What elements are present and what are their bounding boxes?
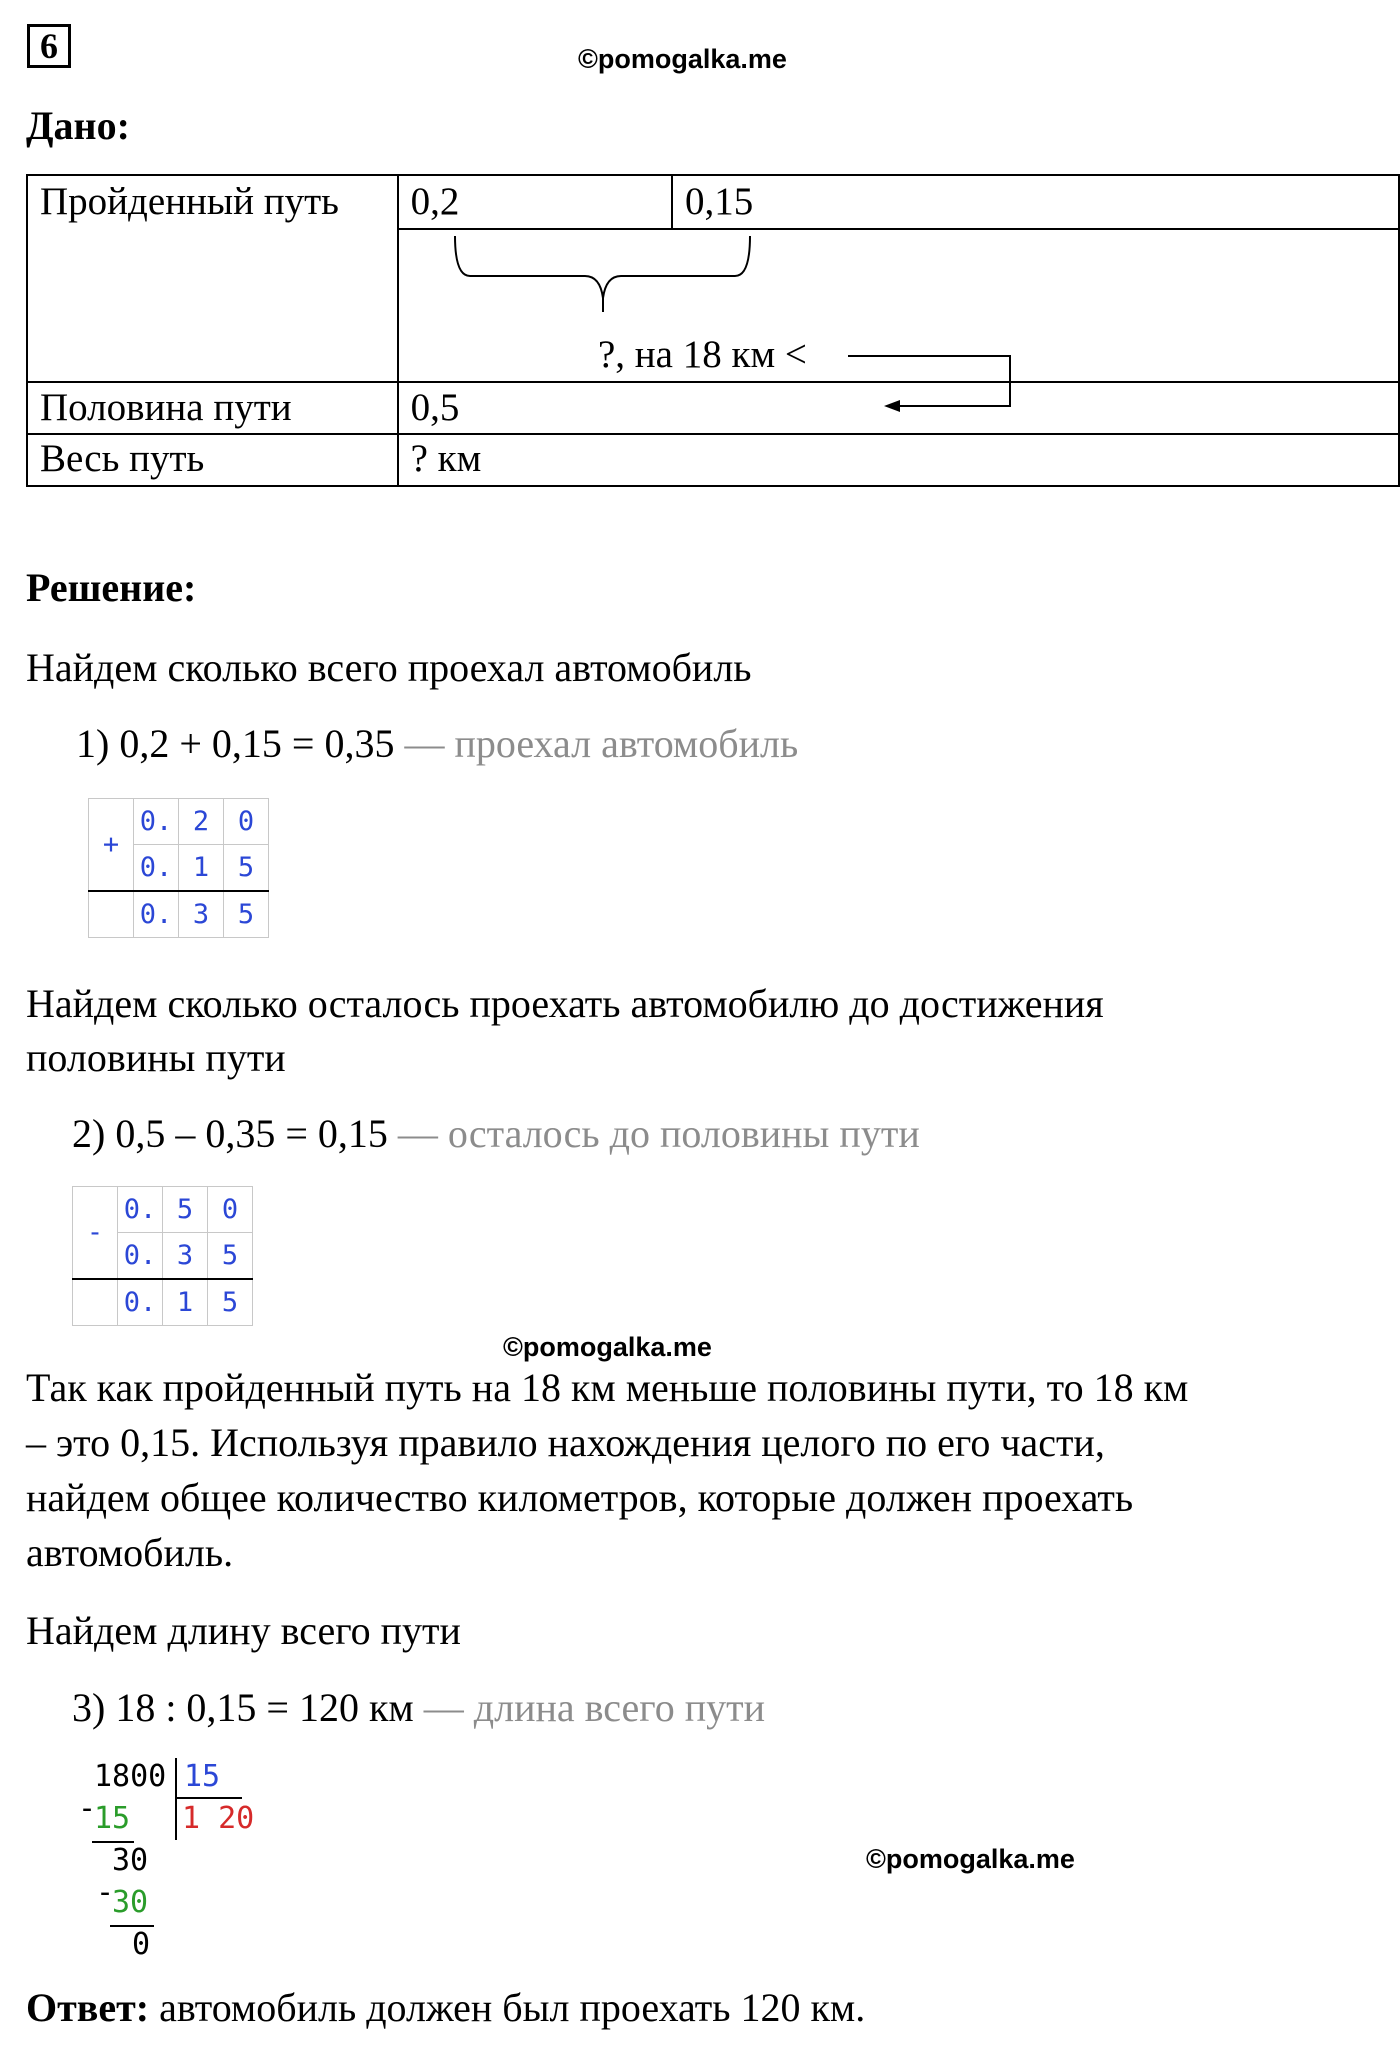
given-heading: Дано: — [26, 103, 130, 148]
digit-cell: 5 — [224, 845, 269, 892]
remainder: 0 — [132, 1927, 151, 1962]
arrow-icon — [848, 356, 1010, 406]
watermark: ©pomogalka.me — [578, 44, 787, 74]
step-2 — [72, 1106, 920, 1161]
row-label: Пройденный путь — [27, 175, 398, 382]
remainder: 30 — [112, 1843, 149, 1878]
dividend: 1800 — [94, 1759, 167, 1794]
digit-cell: 3 — [163, 1233, 208, 1280]
step-expression: 1) 0,2 + 0,15 = 0,35 — [76, 721, 395, 766]
plus-sign: + — [89, 799, 134, 892]
column-subtraction — [72, 1186, 253, 1326]
explanation-line: автомобиль. — [26, 1530, 234, 1575]
digit-cell: 0. — [134, 891, 179, 938]
digit-cell: 0 — [208, 1187, 253, 1233]
explanation-line: – это 0,15. Используя правило нахождения целого по его части, — [26, 1420, 1105, 1465]
difference-annotation: ?, на 18 км < — [598, 333, 807, 376]
watermark: ©pomogalka.me — [866, 1844, 1075, 1874]
minus-sign: - — [73, 1187, 118, 1280]
intro-text: половины пути — [26, 1035, 286, 1080]
digit-cell: 1 — [179, 845, 224, 892]
digit-cell: 3 — [179, 891, 224, 938]
step-note: — длина всего пути — [423, 1685, 765, 1730]
digit-cell: 0. — [118, 1233, 163, 1280]
value-cell: 0,5 — [398, 382, 1399, 434]
column-addition — [88, 798, 269, 938]
row-label: Половина пути — [27, 382, 398, 434]
digit-cell: 1 — [163, 1279, 208, 1326]
quotient: 1 20 — [182, 1801, 255, 1836]
answer-label: Ответ: — [26, 1985, 150, 2030]
intro-text: Найдем сколько всего проехал автомобиль — [26, 645, 752, 690]
step-expression: 2) 0,5 – 0,35 = 0,15 — [72, 1111, 388, 1156]
digit-cell: 0. — [118, 1279, 163, 1326]
step-1 — [76, 716, 798, 771]
digit-cell: 0 — [224, 799, 269, 845]
brace-icon — [455, 236, 750, 298]
value-cell: 0,2 — [398, 175, 672, 229]
minus-sign: - — [78, 1791, 97, 1826]
subtrahend: 30 — [112, 1885, 149, 1920]
digit-cell: 2 — [179, 799, 224, 845]
table-row — [27, 434, 1399, 486]
digit-cell: 5 — [163, 1187, 208, 1233]
intro-text: Найдем длину всего пути — [26, 1608, 461, 1653]
value-cell: 0,15 — [672, 175, 1399, 229]
digit-cell: 5 — [208, 1233, 253, 1280]
step-expression: 3) 18 : 0,15 = 120 км — [72, 1685, 414, 1730]
subtrahend: 15 — [94, 1801, 131, 1836]
digit-cell: 0. — [134, 799, 179, 845]
step-3 — [72, 1680, 765, 1735]
explanation-line: Так как пройденный путь на 18 км меньше половины пути, то 18 км — [26, 1365, 1189, 1410]
digit-cell: 5 — [208, 1279, 253, 1326]
divisor: 15 — [184, 1759, 221, 1794]
minus-sign: - — [96, 1875, 115, 1910]
step-note: — осталось до половины пути — [397, 1111, 920, 1156]
value-cell: ? км — [398, 434, 1399, 486]
digit-cell: 5 — [224, 891, 269, 938]
answer-text: автомобиль должен был проехать 120 км. — [159, 1985, 866, 2030]
task-number: 6 — [27, 24, 71, 68]
step-note: — проехал автомобиль — [404, 721, 799, 766]
explanation-line: найдем общее количество километров, которые должен проехать — [26, 1475, 1134, 1520]
digit-cell: 0. — [134, 845, 179, 892]
intro-text: Найдем сколько осталось проехать автомобилю до достижения — [26, 981, 1104, 1026]
row-label: Весь путь — [27, 434, 398, 486]
watermark: ©pomogalka.me — [503, 1332, 712, 1362]
solution-heading: Решение: — [26, 565, 197, 610]
digit-cell: 0. — [118, 1187, 163, 1233]
answer — [26, 1980, 865, 2035]
